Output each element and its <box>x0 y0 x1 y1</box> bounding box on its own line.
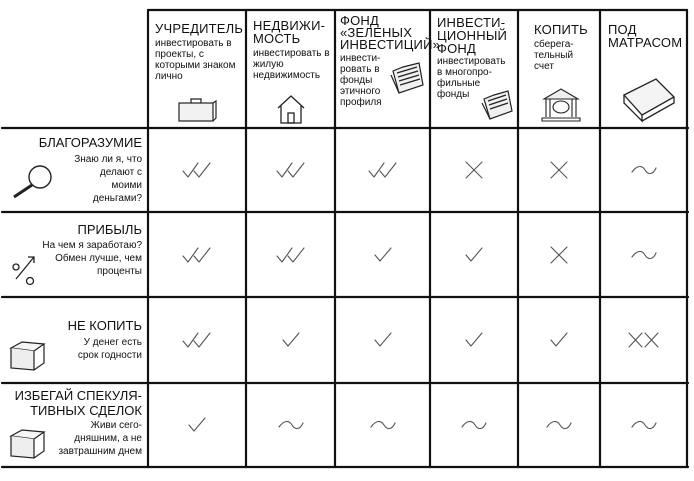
rating-cell <box>337 130 428 210</box>
rating-cell <box>150 385 244 465</box>
box-icon <box>8 338 48 372</box>
column-title: ФОНД «ЗЕЛЕНЫХ ИНВЕСТИЦИЙ» <box>340 13 441 52</box>
check-mark <box>372 245 394 265</box>
rating-cell <box>520 299 598 381</box>
double-check-mark <box>274 159 308 181</box>
double-check-mark <box>366 159 400 181</box>
tilde-mark <box>630 418 658 432</box>
rating-cell <box>432 130 516 210</box>
column-title: ПОД МАТРАСОМ <box>608 22 683 50</box>
check-mark <box>372 330 394 350</box>
rating-cell <box>248 299 333 381</box>
column-title: УЧРЕДИТЕЛЬ <box>155 21 244 36</box>
tilde-mark <box>369 418 397 432</box>
house-icon <box>275 93 307 125</box>
rating-cell <box>602 214 685 295</box>
rating-cell <box>520 214 598 295</box>
row-title: НЕ КОПИТЬ <box>67 318 142 333</box>
column-header-save <box>520 13 599 127</box>
tilde-mark <box>277 418 305 432</box>
column-title: ИНВЕСТИ-ЦИОННЫЙ ФОНД <box>437 15 508 56</box>
check-mark <box>548 330 570 350</box>
row-subtitle: Живи сего-дняшним, а не завтрашним днем <box>58 420 142 457</box>
rating-cell <box>602 385 685 465</box>
rating-cell <box>432 299 516 381</box>
check-mark <box>280 330 302 350</box>
magnifier-icon <box>10 163 56 201</box>
cross-mark <box>548 244 570 266</box>
rating-cell <box>248 385 333 465</box>
rating-cell <box>337 299 428 381</box>
row-subtitle: На чем я заработаю? Обмен лучше, чем проценты <box>42 240 142 277</box>
double-check-mark <box>180 329 214 351</box>
rating-cell <box>520 130 598 210</box>
double-check-mark <box>180 244 214 266</box>
column-subtitle: инвести-ровать в фонды этичного профиля <box>340 53 382 108</box>
double-cross-mark <box>627 330 661 350</box>
column-subtitle: инвестировать в жилую недвижимость <box>253 48 330 81</box>
rating-cell <box>150 214 244 295</box>
row-subtitle: Знаю ли я, что делают с моими деньгами? <box>74 154 142 204</box>
column-header-founder <box>151 13 245 127</box>
column-title: КОПИТЬ <box>534 22 588 37</box>
column-header-green-fund <box>337 11 441 127</box>
rating-cell <box>150 130 244 210</box>
row-header-profit <box>4 215 145 296</box>
rating-cell <box>602 130 685 210</box>
column-subtitle: инвестировать в проекты, с которыми знаком лично <box>155 38 236 82</box>
tilde-mark <box>630 248 658 262</box>
tilde-mark <box>460 418 488 432</box>
row-title: ИЗБЕГАЙ СПЕКУЛЯ-ТИВНЫХ СДЕЛОК <box>14 388 142 418</box>
briefcase-icon <box>177 97 217 123</box>
row-title: БЛАГОРАЗУМИЕ <box>38 135 142 150</box>
rating-cell <box>150 299 244 381</box>
box-icon <box>8 426 48 460</box>
check-mark <box>463 245 485 265</box>
row-header-avoid-speculation <box>4 386 145 466</box>
check-mark <box>186 415 208 435</box>
rating-cell <box>432 385 516 465</box>
rating-cell <box>520 385 598 465</box>
column-header-under-mattress <box>602 13 686 127</box>
rating-cell <box>337 385 428 465</box>
mattress-icon <box>620 73 678 123</box>
column-subtitle: сберега-тельный счет <box>534 39 574 72</box>
column-header-investment-fund <box>432 11 517 127</box>
tilde-mark <box>630 163 658 177</box>
double-check-mark <box>180 159 214 181</box>
rating-cell <box>602 299 685 381</box>
percent-arrow-icon <box>10 253 38 287</box>
rating-cell <box>248 214 333 295</box>
folder-icon <box>389 61 425 95</box>
check-mark <box>463 330 485 350</box>
rating-cell <box>337 214 428 295</box>
column-header-real-estate <box>249 13 334 127</box>
cross-mark <box>548 159 570 181</box>
row-header-prudence <box>4 131 145 211</box>
piggy-bank-icon <box>540 85 582 123</box>
row-title: ПРИБЫЛЬ <box>77 222 142 237</box>
row-header-dont-save <box>4 300 145 382</box>
cross-mark <box>463 159 485 181</box>
rating-cell <box>432 214 516 295</box>
double-check-mark <box>274 244 308 266</box>
rating-cell <box>248 130 333 210</box>
tilde-mark <box>545 418 573 432</box>
row-subtitle: У денег есть срок годности <box>77 337 142 361</box>
column-title: НЕДВИЖИ-МОСТЬ <box>253 18 326 46</box>
column-subtitle: инвестировать в многопро-фильные фонды <box>437 56 506 100</box>
folder-icon <box>480 89 514 121</box>
